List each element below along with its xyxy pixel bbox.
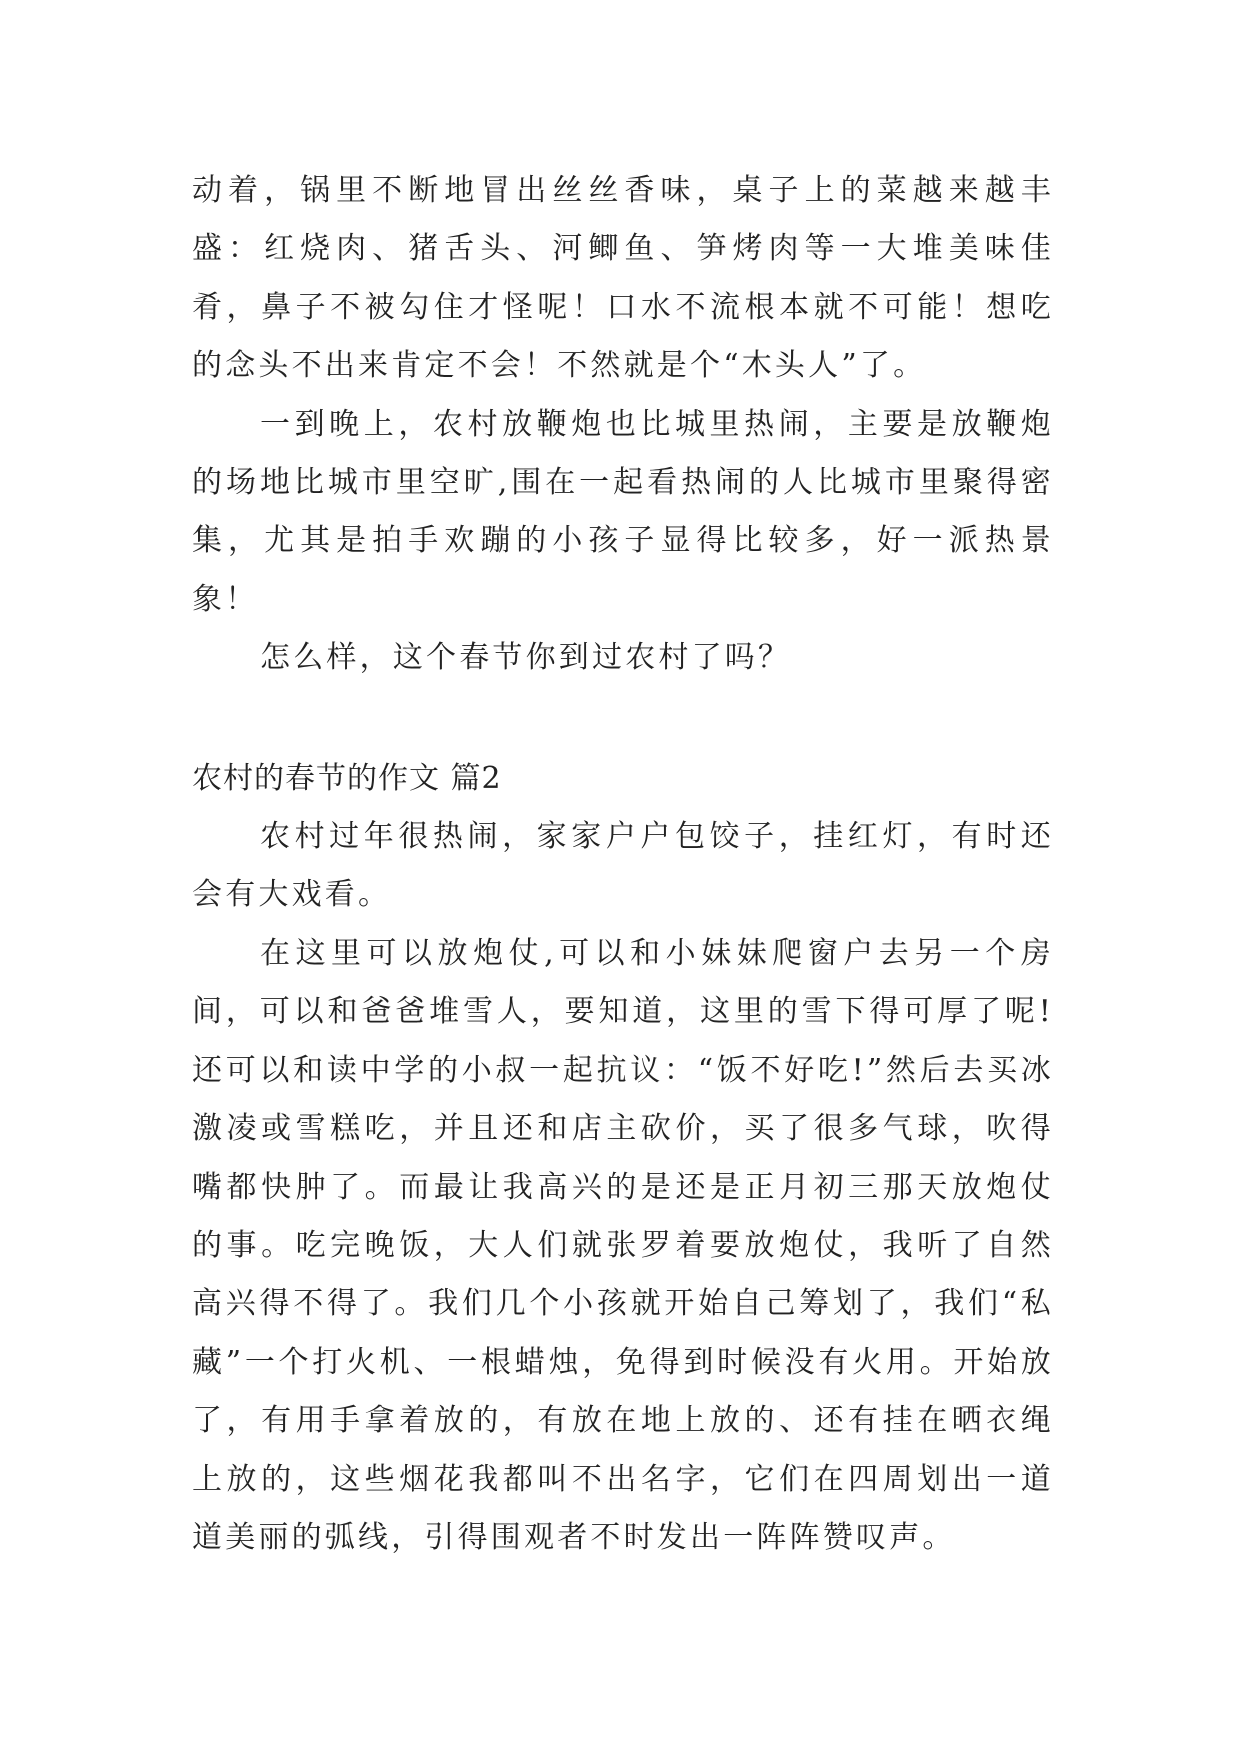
body-paragraph: 一到晚上，农村放鞭炮也比城里热闹，主要是放鞭炮的场地比城市里空旷,围在一起看热闹的人比城市里聚得密集，尤其是拍手欢蹦的小孩子显得比较多，好一派热景象！ [192,406,1054,617]
body-paragraph: 动着，锅里不断地冒出丝丝香味，桌子上的菜越来越丰盛：红烧肉、猪舌头、河鲫鱼、笋烤肉等一大堆美味佳肴，鼻子不被勾住才怪呢！口水不流根本就不可能！想吃的念头不出来肯定不会！不然就是个“木头人”了。 [192,173,1054,384]
document-page [192,162,1054,1567]
body-paragraph: 怎么样，这个春节你到过农村了吗？ [260,640,792,676]
body-paragraph: 农村过年很热闹，家家户户包饺子，挂红灯，有时还会有大戏看。 [192,819,1054,913]
section-title: 农村的春节的作文 篇2 [192,760,502,796]
body-paragraph: 在这里可以放炮仗,可以和小妹妹爬窗户去另一个房间，可以和爸爸堆雪人，要知道，这里的雪下得可厚了呢!还可以和读中学的小叔一起抗议：“饭不好吃!”然后去买冰激凌或雪糕吃，并且还和店主砍价，买了很多气球，吹得嘴都快肿了。而最让我高兴的是还是正月初三那天放炮仗的事。吃完晚饭，大人们就张罗着要放炮仗，我听了自然高兴得不得了。我们几个小孩就开始自己筹划了，我们“私藏”一个打火机、一根蜡烛，免得到时候没有火用。开始放了，有用手拿着放的，有放在地上放的、还有挂在晒衣绳上放的，这些烟花我都叫不出名字，它们在四周划出一道道美丽的弧线，引得围观者不时发出一阵阵赞叹声。 [192,935,1054,1555]
